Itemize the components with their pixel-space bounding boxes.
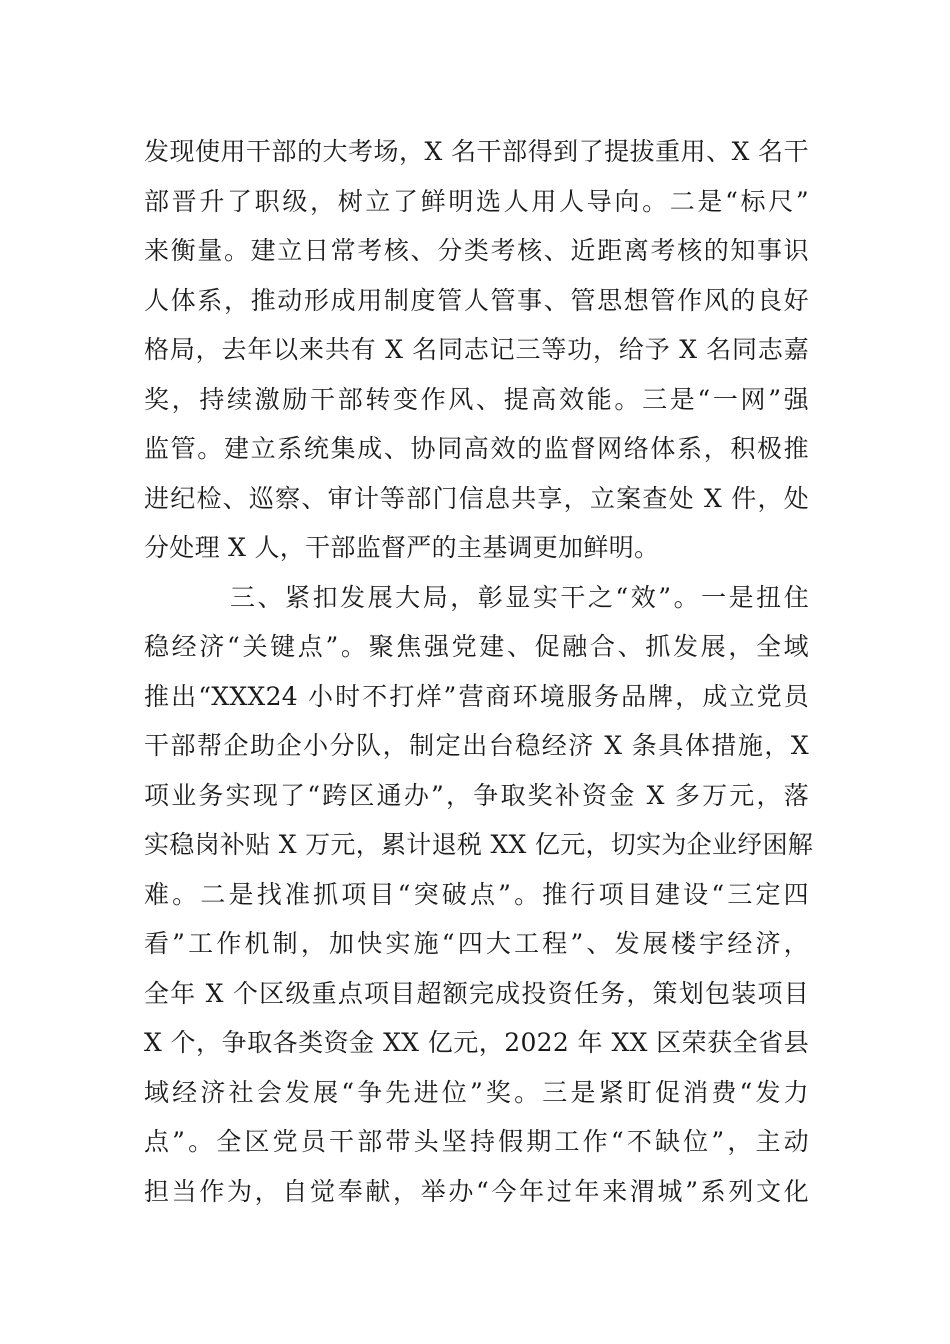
text-line: 点”。全区党员干部带头坚持假期工作“不缺位”，主动	[144, 1127, 809, 1156]
text-line: 域经济社会发展“争先进位”奖。三是紧盯促消费“发力	[144, 1077, 809, 1107]
text-line: 格局，去年以来共有 X 名同志记三等功，给予 X 名同志嘉	[144, 335, 809, 364]
text-line: 干部帮企助企小分队，制定出台稳经济 X 条具体措施，X	[144, 731, 809, 760]
text-line: 推出“XXX24 小时不打烊”营商环境服务品牌，成立党员	[144, 681, 809, 711]
text-line: 部晋升了职级，树立了鲜明选人用人导向。二是“标尺”	[144, 186, 809, 216]
text-line: 难。二是找准抓项目“突破点”。推行项目建设“三定四	[144, 879, 809, 909]
text-line: 进纪检、巡察、审计等部门信息共享，立案查处 X 件，处	[144, 483, 809, 513]
text-line: 发现使用干部的大考场，X 名干部得到了提拔重用、X 名干	[144, 137, 809, 166]
text-line: X 个，争取各类资金 XX 亿元，2022 年 XX 区荣获全省县	[144, 1028, 809, 1057]
body-text	[144, 127, 814, 1216]
text-line: 看”工作机制，加快实施“四大工程”、发展楼宇经济，	[144, 929, 809, 958]
text-line: 来衡量。建立日常考核、分类考核、近距离考核的知事识	[144, 236, 809, 265]
text-line: 分处理 X 人，干部监督严的主基调更加鲜明。	[144, 533, 660, 562]
text-line: 项业务实现了“跨区通办”，争取奖补资金 X 多万元，落	[144, 780, 809, 810]
text-line: 稳经济“关键点”。聚焦强党建、促融合、抓发展，全域	[144, 632, 809, 661]
text-line: 监管。建立系统集成、协同高效的监督网络体系，积极推	[144, 434, 809, 463]
section-heading-line: 三、紧扣发展大局，彰显实干之“效”。一是扭住	[230, 582, 809, 612]
text-line: 人体系，推动形成用制度管人管事、管思想管作风的良好	[144, 285, 809, 315]
text-line: 担当作为，自觉奉献，举办“今年过年来渭城”系列文化	[144, 1176, 809, 1206]
text-line: 实稳岗补贴 X 万元，累计退税 XX 亿元，切实为企业纾困解	[144, 830, 814, 859]
text-line: 全年 X 个区级重点项目超额完成投资任务，策划包装项目	[144, 978, 809, 1008]
text-line: 奖，持续激励干部转变作风、提高效能。三是“一网”强	[144, 384, 809, 414]
